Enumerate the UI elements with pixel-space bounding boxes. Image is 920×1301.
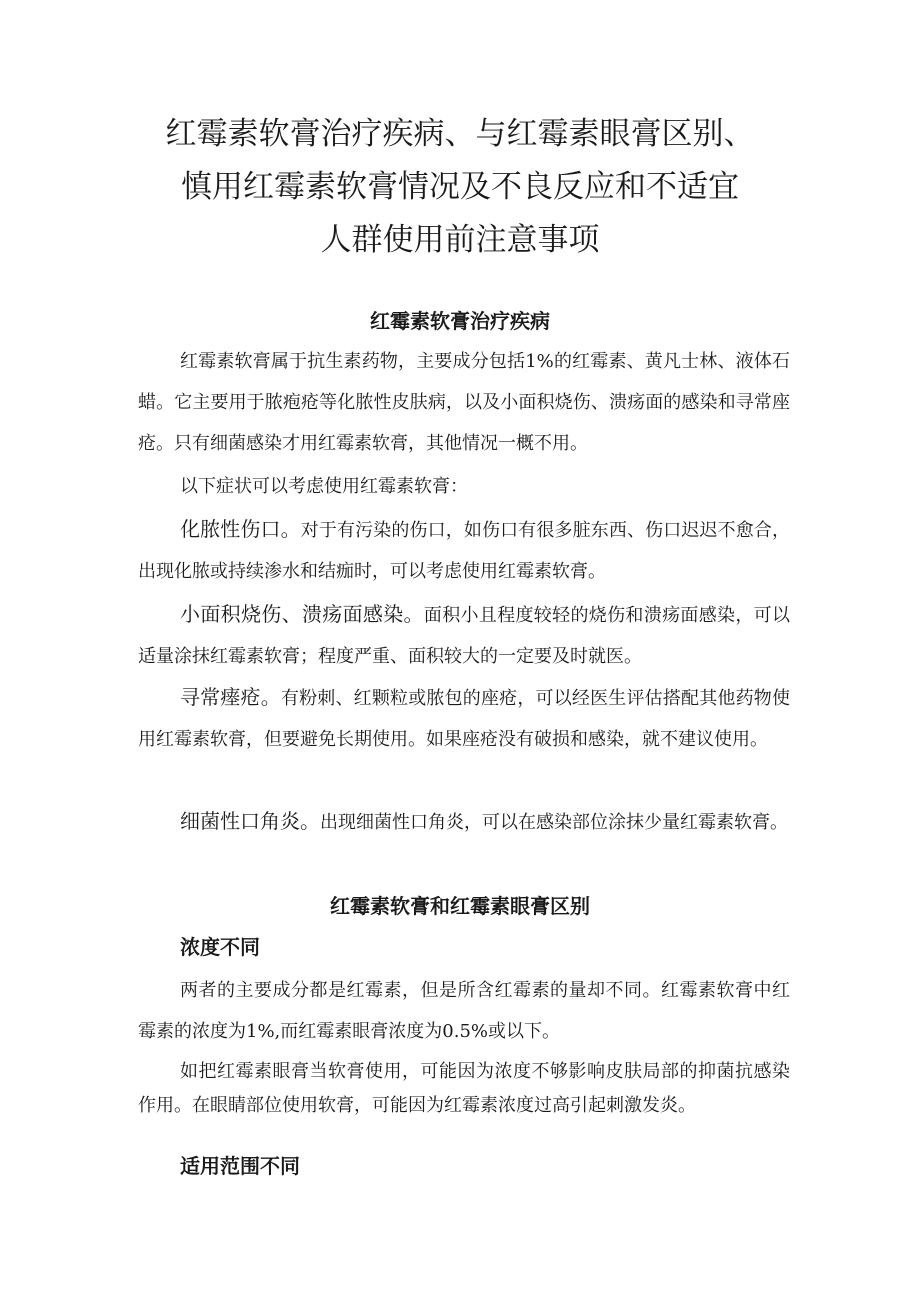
sub-heading-concentration: 浓度不同 [180, 935, 260, 959]
symptom-lead: 细菌性口角炎。 [180, 809, 320, 833]
symptom-text: 对于有污染的伤口，如伤口有很多脏东西、伤口迟迟不愈合，出现化脓或持续渗水和结痂时，可以考虑使用红霉素软膏。 [138, 520, 790, 582]
title-line: 人群使用前注意事项 [320, 222, 600, 258]
symptom-lead: 小面积烧伤、溃疡面感染。 [180, 602, 424, 626]
title-line: 红霉素软膏治疗疾病、与红霉素眼膏区别、 [165, 116, 755, 152]
symptom-item [138, 509, 790, 592]
symptom-text: 面积小且程度较轻的烧伤和溃疡面感染，可以适量涂抹红霉素软膏；程度严重、面积较大的一定要及时就医。 [138, 605, 791, 667]
symptom-lead: 化脓性伤口。 [180, 517, 301, 541]
symptoms-intro: 以下症状可以考虑使用红霉素软膏： [180, 476, 468, 497]
symptom-text: 有粉刺、红颗粒或脓包的座疮，可以经医生评估搭配其他药物使用红霉素软膏，但要避免长期使用。如果座疮没有破损和感染，就不建议使用。 [138, 688, 790, 750]
symptom-item [138, 594, 790, 677]
section-heading-treatment: 红霉素软膏治疗疾病 [370, 309, 550, 333]
intro-paragraph: 红霉素软膏属于抗生素药物，主要成分包括1%的红霉素、黄凡士林、液体石蜡。它主要用于脓疱疮等化脓性皮肤病，以及小面积烧伤、溃疡面的感染和寻常座疮。只有细菌感染才用红霉素软膏，其他情况一概不用。 [138, 351, 790, 454]
symptom-item [138, 677, 790, 760]
symptom-item [138, 801, 790, 843]
usage-warning-paragraph: 如把红霉素眼膏当软膏使用，可能因为浓度不够影响皮肤局部的抑菌抗感染作用。在眼睛部位使用软膏，可能因为红霉素浓度过高引起刺激发炎。 [138, 1061, 790, 1116]
document-title [100, 108, 820, 267]
sub-heading-scope: 适用范围不同 [180, 1154, 300, 1178]
section-heading-difference: 红霉素软膏和红霉素眼膏区别 [330, 894, 590, 918]
title-line: 慎用红霉素软膏情况及不良反应和不适宜 [181, 169, 739, 205]
symptom-lead: 寻常瘗疮。 [180, 685, 281, 709]
symptom-text: 出现细菌性口角炎，可以在感染部位涂抹少量红霉素软膏。 [320, 812, 788, 833]
concentration-paragraph: 两者的主要成分都是红霉素，但是所含红霉素的量却不同。红霉素软膏中红霉素的浓度为1%,而红霉素眼膏浓度为0.5%或以下。 [138, 980, 790, 1042]
